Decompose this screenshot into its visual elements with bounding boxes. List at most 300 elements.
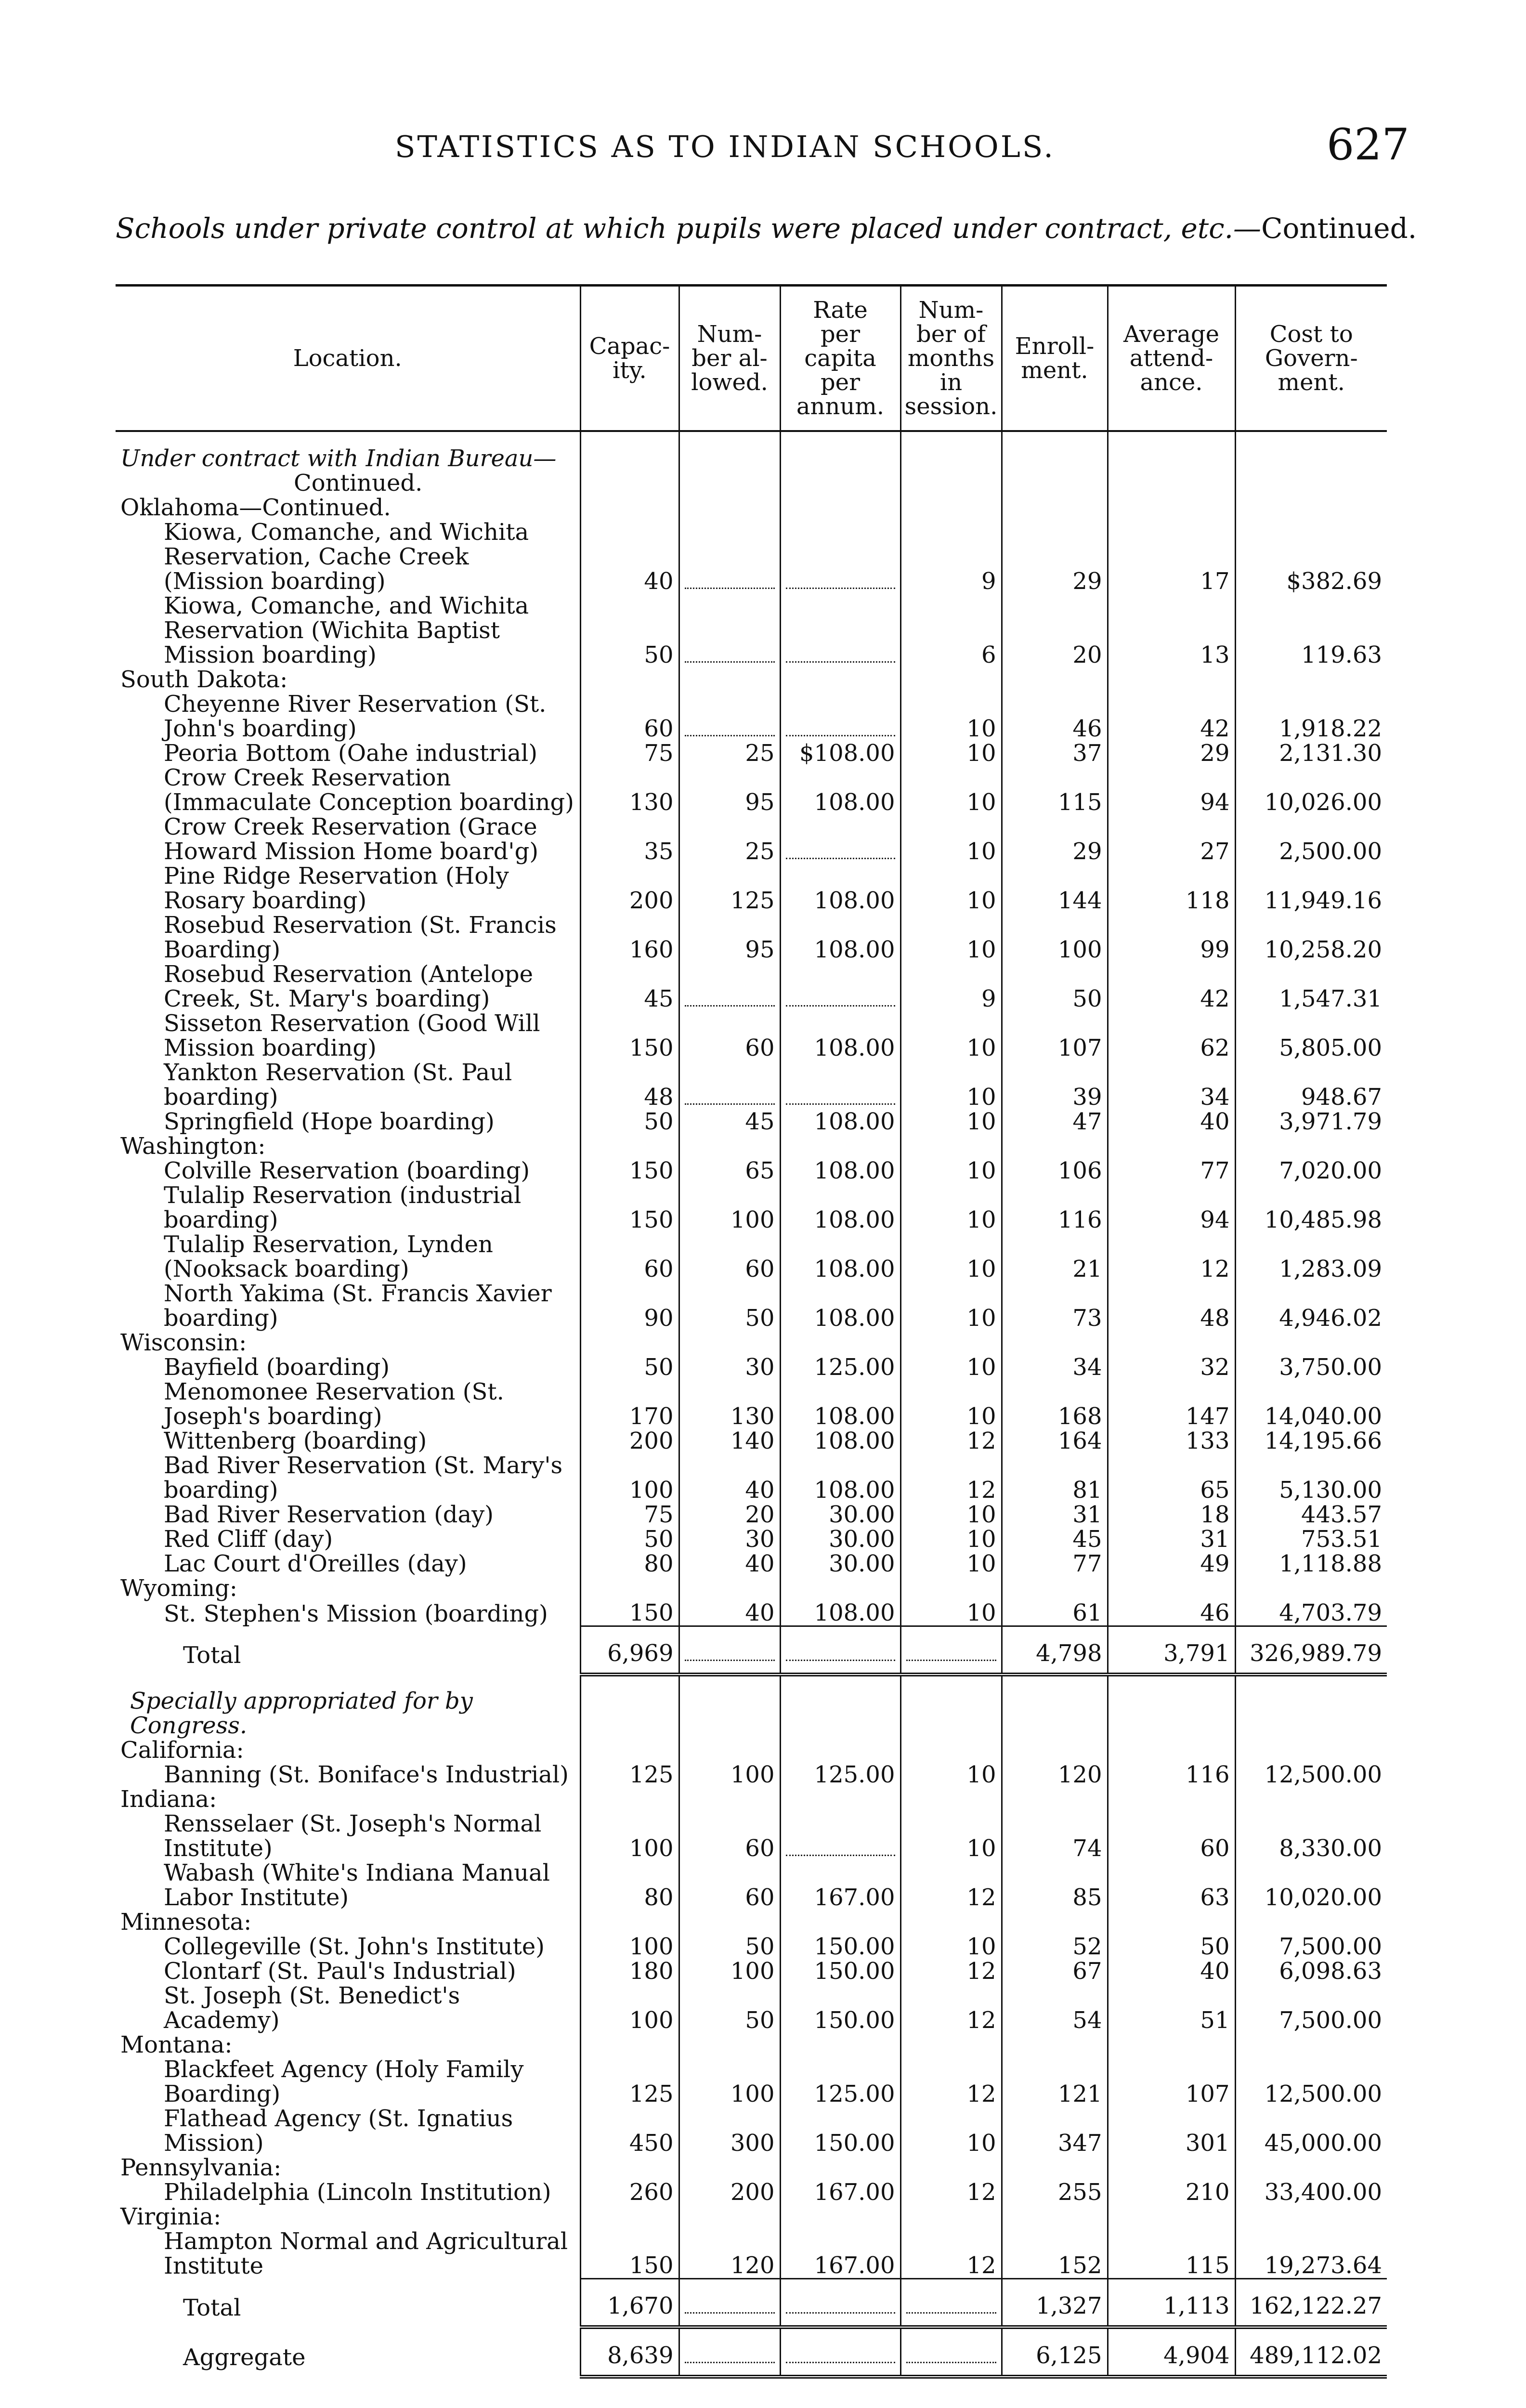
rate-cell: 108.00 [780,1183,900,1232]
number-allowed-cell: 60 [679,1861,780,1910]
months-cell: 12 [900,2057,1002,2107]
state-name: Indiana: [120,1786,217,1813]
months-cell: 10 [900,766,1002,815]
cost-cell: 7,500.00 [1235,1935,1387,1959]
attendance-cell: 301 [1108,2107,1235,2156]
capacity-cell: 450 [580,2107,679,2156]
state-name: Virginia: [120,2203,222,2230]
attendance-cell: 147 [1108,1380,1235,1429]
attendance-cell: 48 [1108,1282,1235,1331]
cost-cell: 1,118.88 [1235,1552,1387,1576]
number-allowed-cell: 20 [679,1503,780,1527]
enrollment-cell: 85 [1002,1861,1108,1910]
rate-cell: 108.00 [780,1159,900,1183]
col-header-attendance: Average attend- ance. [1108,286,1235,432]
rate-cell: 167.00 [780,1861,900,1910]
school-row [116,594,1387,667]
rate-cell [780,1060,900,1110]
enrollment-cell: 67 [1002,1959,1108,1984]
enrollment-cell: 116 [1002,1183,1108,1232]
col-header-enrollment: Enroll- ment. [1002,286,1108,432]
capacity-cell: 100 [580,1812,679,1861]
number-allowed-cell: 50 [679,1282,780,1331]
cost-cell: $382.69 [1235,520,1387,594]
enrollment-cell: 106 [1002,1159,1108,1183]
capacity-cell: 150 [580,2229,679,2278]
school-row [116,1812,1387,1861]
enrollment-cell: 100 [1002,913,1108,962]
enrollment-cell: 74 [1002,1812,1108,1861]
number-allowed-cell: 300 [679,2107,780,2156]
total-enrollment: 1,327 [1002,2278,1108,2327]
rate-cell: 108.00 [780,1601,900,1626]
school-location: Rosebud Reservation (Antelope Creek, St. Mary's boarding) [164,961,534,1012]
table-header [116,286,1387,432]
months-cell: 10 [900,1935,1002,1959]
number-allowed-cell: 100 [679,2057,780,2107]
attendance-cell: 63 [1108,1861,1235,1910]
attendance-cell: 94 [1108,766,1235,815]
months-cell: 12 [900,2180,1002,2205]
capacity-cell: 180 [580,1959,679,1984]
attendance-cell: 115 [1108,2229,1235,2278]
state-heading-row [116,496,1387,520]
total-enrollment: 4,798 [1002,1626,1108,1675]
school-location: Sisseton Reservation (Good Will Mission boarding) [164,1010,540,1061]
enrollment-cell: 121 [1002,2057,1108,2107]
enrollment-cell: 39 [1002,1060,1108,1110]
capacity-cell: 50 [580,1110,679,1134]
rate-cell: 30.00 [780,1527,900,1552]
col-header-location: Location. [116,286,580,432]
aggregate-label: Aggregate [183,2343,306,2371]
school-location: Kiowa, Comanche, and Wichita Reservation, Cache Creek (Mission boarding) [164,519,529,595]
school-location: Lac Court d'Oreilles (day) [164,1550,467,1577]
capacity-cell: 170 [580,1380,679,1429]
school-location: Collegeville (St. John's Institute) [164,1933,545,1960]
rate-cell: 108.00 [780,1453,900,1503]
attendance-cell: 46 [1108,1601,1235,1626]
enrollment-cell: 168 [1002,1380,1108,1429]
capacity-cell: 125 [580,2057,679,2107]
number-allowed-cell: 40 [679,1601,780,1626]
school-row [116,2229,1387,2278]
number-allowed-cell: 60 [679,1011,780,1060]
cost-cell: 14,195.66 [1235,1429,1387,1453]
state-name: Washington: [120,1133,266,1160]
school-location: Rosebud Reservation (St. Francis Boarding) [164,912,557,963]
total-rate [780,1626,900,1675]
rate-cell [780,520,900,594]
capacity-cell: 100 [580,1984,679,2033]
capacity-cell: 90 [580,1282,679,1331]
total-label: Total [183,2294,241,2321]
school-location: Red Cliff (day) [164,1526,333,1553]
rate-cell: 108.00 [780,913,900,962]
enrollment-cell: 21 [1002,1232,1108,1282]
cost-cell: 11,949.16 [1235,864,1387,913]
rate-cell: 108.00 [780,864,900,913]
cost-cell: 33,400.00 [1235,2180,1387,2205]
cost-cell: 8,330.00 [1235,1812,1387,1861]
months-cell: 10 [900,913,1002,962]
total-row [116,1626,1387,1675]
total-cost: 326,989.79 [1235,1626,1387,1675]
cost-cell: 10,485.98 [1235,1183,1387,1232]
months-cell: 10 [900,1232,1002,1282]
enrollment-cell: 47 [1002,1110,1108,1134]
school-location: Kiowa, Comanche, and Wichita Reservation (Wichita Baptist Mission boarding) [164,592,529,668]
rate-cell [780,815,900,864]
capacity-cell: 35 [580,815,679,864]
capacity-cell: 80 [580,1861,679,1910]
school-row [116,962,1387,1011]
number-allowed-cell: 40 [679,1453,780,1503]
state-heading-row [116,2033,1387,2057]
school-row [116,815,1387,864]
number-allowed-cell: 125 [679,864,780,913]
state-name: Wyoming: [120,1575,237,1602]
school-location: Crow Creek Reservation (Grace Howard Mission Home board'g) [164,813,539,865]
capacity-cell: 200 [580,864,679,913]
enrollment-cell: 20 [1002,594,1108,667]
attendance-cell: 94 [1108,1183,1235,1232]
number-allowed-cell [679,692,780,741]
number-allowed-cell: 50 [679,1984,780,2033]
capacity-cell: 75 [580,741,679,766]
cost-cell: 3,750.00 [1235,1355,1387,1380]
school-row [116,864,1387,913]
school-location: Yankton Reservation (St. Paul boarding) [164,1059,512,1111]
rate-cell: 108.00 [780,1429,900,1453]
months-cell: 10 [900,692,1002,741]
rate-cell: 150.00 [780,1984,900,2033]
capacity-cell: 80 [580,1552,679,1576]
number-allowed-cell: 30 [679,1527,780,1552]
months-cell: 10 [900,1552,1002,1576]
school-row [116,2107,1387,2156]
school-location: Springfield (Hope boarding) [164,1108,495,1135]
school-location: Peoria Bottom (Oahe industrial) [164,740,538,767]
attendance-cell: 118 [1108,864,1235,913]
school-location: North Yakima (St. Francis Xavier boarding) [164,1280,552,1332]
state-heading-row [116,1738,1387,1763]
number-allowed-cell: 140 [679,1429,780,1453]
attendance-cell: 40 [1108,1959,1235,1984]
number-allowed-cell: 25 [679,815,780,864]
months-cell: 12 [900,1429,1002,1453]
total-attendance: 3,791 [1108,1626,1235,1675]
rate-cell: 167.00 [780,2180,900,2205]
attendance-cell: 77 [1108,1159,1235,1183]
cost-cell: 443.57 [1235,1503,1387,1527]
cost-cell: 753.51 [1235,1527,1387,1552]
school-row [116,1232,1387,1282]
capacity-cell: 45 [580,962,679,1011]
school-row [116,1183,1387,1232]
capacity-cell: 60 [580,1232,679,1282]
school-row [116,1429,1387,1453]
school-row [116,2057,1387,2107]
cost-cell: 10,258.20 [1235,913,1387,962]
months-cell: 12 [900,1959,1002,1984]
attendance-cell: 210 [1108,2180,1235,2205]
cost-cell: 7,500.00 [1235,1984,1387,2033]
number-allowed-cell: 30 [679,1355,780,1380]
months-cell: 12 [900,1453,1002,1503]
school-location: Tulalip Reservation, Lynden (Nooksack boarding) [164,1231,493,1283]
running-title: STATISTICS AS TO INDIAN SCHOOLS. [395,129,1055,164]
rate-cell: 108.00 [780,1232,900,1282]
state-heading-row [116,1331,1387,1355]
school-row [116,1763,1387,1787]
enrollment-cell: 115 [1002,766,1108,815]
months-cell: 10 [900,1060,1002,1110]
total-attendance: 1,113 [1108,2278,1235,2327]
number-allowed-cell: 95 [679,913,780,962]
school-location: Bayfield (boarding) [164,1354,390,1381]
aggregate-months [900,2327,1002,2377]
cost-cell: 14,040.00 [1235,1380,1387,1429]
months-cell: 12 [900,1984,1002,2033]
school-row [116,2180,1387,2205]
attendance-cell: 32 [1108,1355,1235,1380]
number-allowed-cell: 50 [679,1935,780,1959]
cost-cell: 10,020.00 [1235,1861,1387,1910]
section-title: Under contract with Indian Bureau— Continued. [120,445,557,497]
rate-cell: 30.00 [780,1552,900,1576]
attendance-cell: 60 [1108,1812,1235,1861]
school-location: Hampton Normal and Agricultural Institute [164,2228,568,2279]
rate-cell [780,962,900,1011]
number-allowed-cell: 100 [679,1183,780,1232]
aggregate-number-allowed [679,2327,780,2377]
col-header-cost: Cost to Govern- ment. [1235,286,1387,432]
number-allowed-cell [679,594,780,667]
months-cell: 10 [900,864,1002,913]
rate-cell: 108.00 [780,1011,900,1060]
months-cell: 10 [900,1527,1002,1552]
attendance-cell: 49 [1108,1552,1235,1576]
cost-cell: 119.63 [1235,594,1387,667]
enrollment-cell: 164 [1002,1429,1108,1453]
school-location: Flathead Agency (St. Ignatius Mission) [164,2105,513,2157]
state-heading-row [116,1787,1387,1812]
capacity-cell: 40 [580,520,679,594]
number-allowed-cell [679,520,780,594]
attendance-cell: 42 [1108,692,1235,741]
rate-cell: 150.00 [780,1959,900,1984]
enrollment-cell: 152 [1002,2229,1108,2278]
number-allowed-cell: 100 [679,1959,780,1984]
number-allowed-cell: 100 [679,1763,780,1787]
section-congress-body [116,1675,1387,2278]
attendance-cell: 34 [1108,1060,1235,1110]
attendance-cell: 27 [1108,815,1235,864]
aggregate-rate [780,2327,900,2377]
capacity-cell: 150 [580,1601,679,1626]
cost-cell: 4,703.79 [1235,1601,1387,1626]
cost-cell: 948.67 [1235,1060,1387,1110]
enrollment-cell: 107 [1002,1011,1108,1060]
enrollment-cell: 29 [1002,520,1108,594]
cost-cell: 2,500.00 [1235,815,1387,864]
section-contract-body [116,431,1387,1626]
cost-cell: 1,283.09 [1235,1232,1387,1282]
col-header-months: Num- ber of months in session. [900,286,1002,432]
school-row [116,1453,1387,1503]
months-cell: 12 [900,2229,1002,2278]
section-title: Specially appropriated for by Congress. [130,1688,473,1739]
school-row [116,520,1387,594]
enrollment-cell: 45 [1002,1527,1108,1552]
months-cell: 10 [900,1183,1002,1232]
enrollment-cell: 120 [1002,1763,1108,1787]
attendance-cell: 40 [1108,1110,1235,1134]
school-row [116,1935,1387,1959]
school-row [116,1984,1387,2033]
attendance-cell: 51 [1108,1984,1235,2033]
col-header-capacity: Capac- ity. [580,286,679,432]
school-row [116,1060,1387,1110]
months-cell: 9 [900,520,1002,594]
attendance-cell: 99 [1108,913,1235,962]
attendance-cell: 13 [1108,594,1235,667]
table-subtitle [116,212,1417,245]
enrollment-cell: 61 [1002,1601,1108,1626]
capacity-cell: 50 [580,594,679,667]
school-row [116,1527,1387,1552]
school-location: Blackfeet Agency (Holy Family Boarding) [164,2056,524,2107]
subtitle-italic: Schools under private control at which pupils were placed under contract, etc.— [116,212,1262,245]
capacity-cell: 75 [580,1503,679,1527]
number-allowed-cell: 60 [679,1812,780,1861]
capacity-cell: 150 [580,1159,679,1183]
capacity-cell: 50 [580,1527,679,1552]
col-header-rate: Rate per capita per annum. [780,286,900,432]
aggregate-enrollment: 6,125 [1002,2327,1108,2377]
school-row [116,1355,1387,1380]
cost-cell: 4,946.02 [1235,1282,1387,1331]
months-cell: 12 [900,1861,1002,1910]
months-cell: 10 [900,1812,1002,1861]
school-location: Colville Reservation (boarding) [164,1157,530,1184]
months-cell: 10 [900,1355,1002,1380]
subtitle-continued: Continued. [1261,212,1417,245]
rate-cell: 108.00 [780,766,900,815]
total-cost: 162,122.27 [1235,2278,1387,2327]
enrollment-cell: 46 [1002,692,1108,741]
attendance-cell: 107 [1108,2057,1235,2107]
attendance-cell: 50 [1108,1935,1235,1959]
school-row [116,766,1387,815]
total-number-allowed [679,2278,780,2327]
enrollment-cell: 52 [1002,1935,1108,1959]
attendance-cell: 116 [1108,1763,1235,1787]
rate-cell: 125.00 [780,1355,900,1380]
enrollment-cell: 73 [1002,1282,1108,1331]
attendance-cell: 42 [1108,962,1235,1011]
number-allowed-cell: 200 [679,2180,780,2205]
enrollment-cell: 255 [1002,2180,1108,2205]
enrollment-cell: 50 [1002,962,1108,1011]
enrollment-cell: 37 [1002,741,1108,766]
school-row [116,1959,1387,1984]
enrollment-cell: 144 [1002,864,1108,913]
cost-cell: 19,273.64 [1235,2229,1387,2278]
state-heading-row [116,1576,1387,1601]
rate-cell: 108.00 [780,1110,900,1134]
school-location: Rensselaer (St. Joseph's Normal Institute) [164,1810,542,1862]
enrollment-cell: 31 [1002,1503,1108,1527]
state-name: Oklahoma—Continued. [120,494,391,521]
total-row [116,2278,1387,2327]
capacity-cell: 260 [580,2180,679,2205]
school-location: Cheyenne River Reservation (St. John's boarding) [164,691,547,742]
cost-cell: 5,805.00 [1235,1011,1387,1060]
school-location: Bad River Reservation (St. Mary's boarding) [164,1452,563,1504]
enrollment-cell: 29 [1002,815,1108,864]
cost-cell: 3,971.79 [1235,1110,1387,1134]
state-heading-row [116,2205,1387,2229]
state-heading-row [116,1910,1387,1935]
school-row [116,913,1387,962]
enrollment-cell: 347 [1002,2107,1108,2156]
total-label: Total [183,1642,241,1669]
statistics-table [116,284,1387,2379]
state-heading-row [116,667,1387,692]
months-cell: 10 [900,1601,1002,1626]
rate-cell: 30.00 [780,1503,900,1527]
capacity-cell: 48 [580,1060,679,1110]
attendance-cell: 17 [1108,520,1235,594]
attendance-cell: 65 [1108,1453,1235,1503]
rate-cell: 150.00 [780,1935,900,1959]
capacity-cell: 150 [580,1011,679,1060]
school-row [116,1552,1387,1576]
total-months [900,2278,1002,2327]
school-location: Crow Creek Reservation (Immaculate Conception boarding) [164,764,574,816]
school-row [116,1380,1387,1429]
capacity-cell: 60 [580,692,679,741]
enrollment-cell: 81 [1002,1453,1108,1503]
section-contract-total [116,1626,1387,1675]
total-number-allowed [679,1626,780,1675]
school-row [116,1861,1387,1910]
number-allowed-cell: 65 [679,1159,780,1183]
total-months [900,1626,1002,1675]
number-allowed-cell: 120 [679,2229,780,2278]
enrollment-cell: 34 [1002,1355,1108,1380]
months-cell: 10 [900,1282,1002,1331]
state-name: California: [120,1737,244,1764]
attendance-cell: 29 [1108,741,1235,766]
school-location: Banning (St. Boniface's Industrial) [164,1761,569,1788]
school-location: Tulalip Reservation (industrial boarding) [164,1182,522,1233]
capacity-cell: 100 [580,1453,679,1503]
school-location: Pine Ridge Reservation (Holy Rosary boarding) [164,863,509,914]
section-congress-total [116,2278,1387,2377]
number-allowed-cell: 40 [679,1552,780,1576]
aggregate-cost: 489,112.02 [1235,2327,1387,2377]
rate-cell [780,1812,900,1861]
page-number: 627 [1327,119,1409,170]
number-allowed-cell: 60 [679,1232,780,1282]
cost-cell: 7,020.00 [1235,1159,1387,1183]
cost-cell: 12,500.00 [1235,2057,1387,2107]
number-allowed-cell: 45 [679,1110,780,1134]
school-location: Bad River Reservation (day) [164,1501,494,1528]
